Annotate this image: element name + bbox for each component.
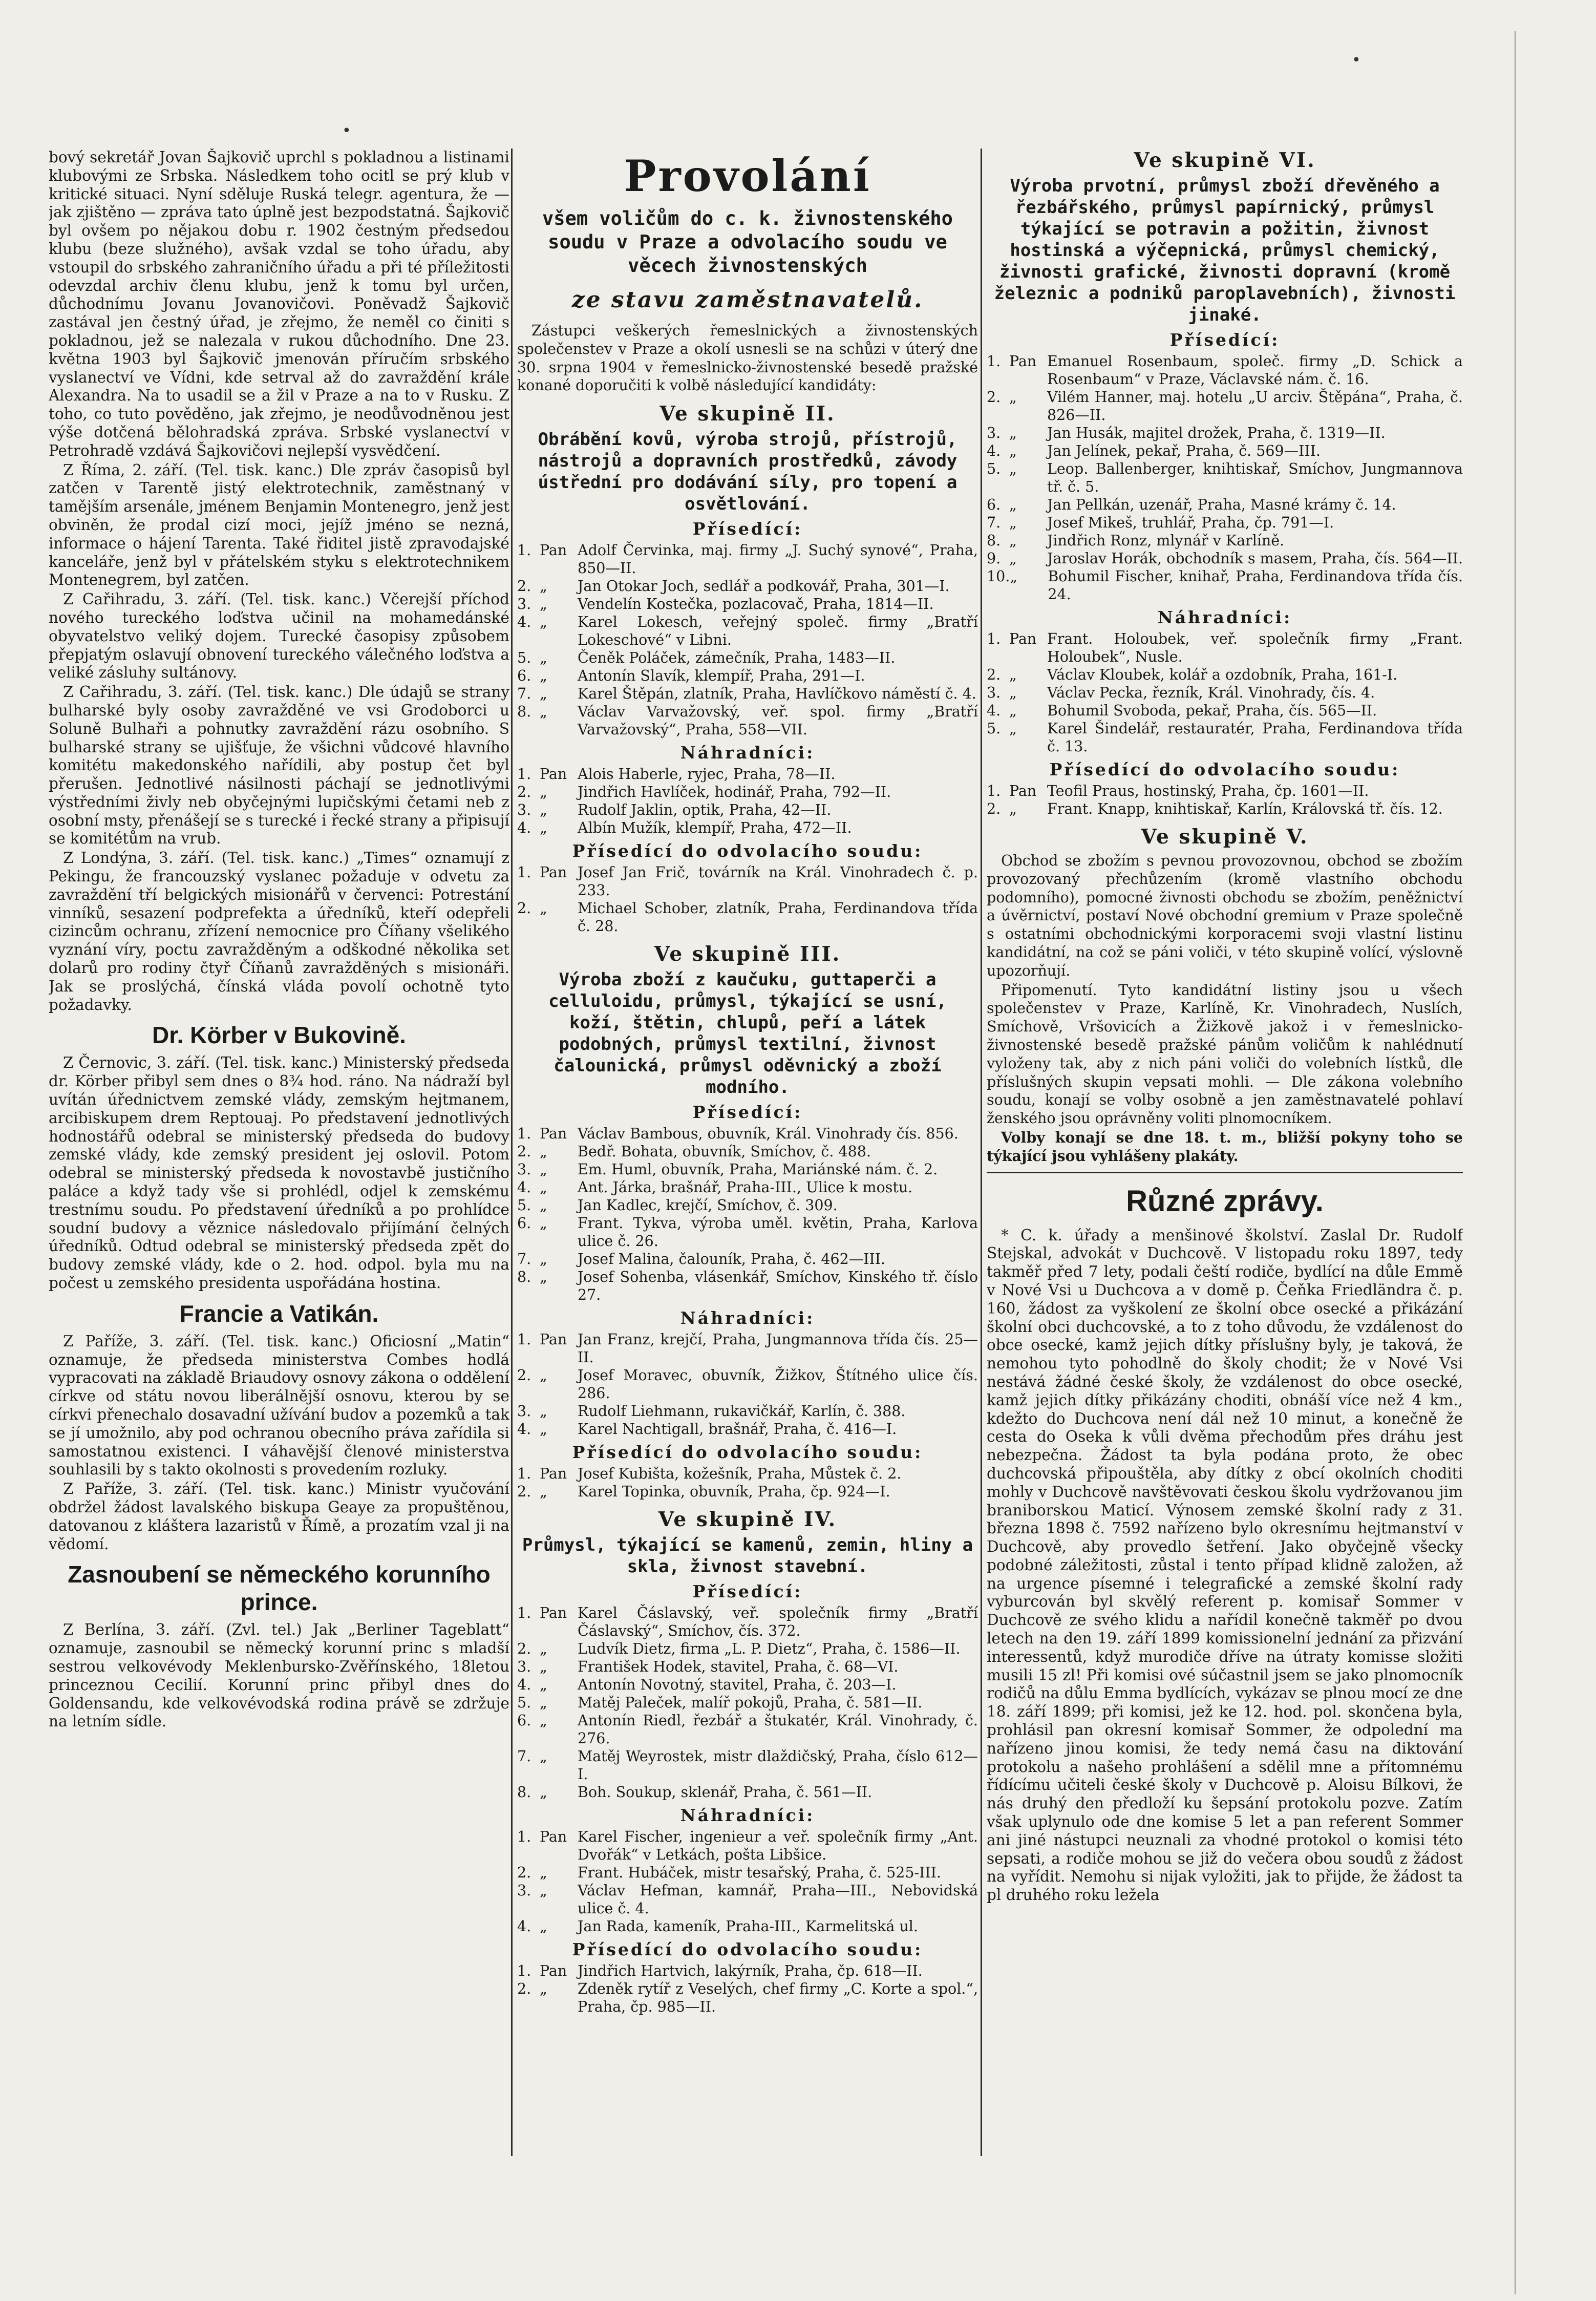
candidate-entry — [517, 1465, 978, 1483]
entry-prefix: „ — [540, 685, 547, 703]
entry-text: Karel Štěpán, zlatník, Praha, Havlíčkovo náměstí č. 4. — [578, 685, 976, 703]
entry-prefix: Pan — [1009, 783, 1037, 799]
entry-number: 9. — [987, 550, 1001, 567]
ink-mark: • — [342, 122, 351, 140]
entry-text: Jan Jelínek, pekař, Praha, č. 569—III. — [1047, 442, 1321, 459]
entry-number: 1. — [517, 766, 531, 783]
entry-prefix: „ — [540, 1421, 547, 1438]
entry-text: Frant. Knapp, knihtiskař, Karlín, Královská tř. čís. 12. — [1047, 800, 1443, 817]
entry-prefix: „ — [540, 1143, 547, 1160]
entry-prefix: „ — [1009, 666, 1017, 683]
column-divider — [511, 149, 513, 2156]
candidate-entry — [517, 595, 978, 613]
entry-prefix: „ — [1009, 442, 1017, 459]
candidate-entry — [987, 702, 1463, 720]
entry-prefix: „ — [540, 1269, 547, 1286]
candidate-entry — [987, 800, 1463, 818]
entry-prefix: „ — [1009, 684, 1017, 701]
group-4-title: Ve skupině IV. — [658, 1508, 837, 1532]
entry-prefix: „ — [540, 784, 547, 801]
candidate-list — [517, 765, 978, 837]
candidate-list — [517, 1962, 978, 2016]
entry-prefix: „ — [540, 1676, 547, 1694]
entry-prefix: „ — [540, 801, 547, 819]
role-prisedici: Přísedící: — [692, 1102, 803, 1123]
entry-prefix: „ — [540, 1215, 547, 1232]
entry-number: 4. — [987, 702, 1001, 719]
candidate-entry — [517, 1268, 978, 1304]
entry-prefix: „ — [1009, 702, 1017, 719]
role-odvolaci: Přísedící do odvolacího soudu: — [572, 841, 923, 861]
group-5-text: Obchod se zbožím s pevnou provozovnou, obchod se zbožím provozovaný přechůzením (kromě vlastního obchodu podomního), pomocné živnosti obchodu se zbožím, peněžnictví a úvěrnictví, postaví Nové obchodní gremium v Praze společně s ostatními obchodnickými korporacemi svoji vlastní listinu kandidátní, na což se páni voliči, v této skupině volící, výslovně upozorňují. — [987, 852, 1463, 979]
entry-number: 2. — [517, 784, 531, 801]
article-carihrad-1: Z Cařihradu, 3. září. (Tel. tisk. kanc.) Včerejší příchod nového tureckého loďstva učinil na mohamedánské obyvatelstvo veliký dojem. Turecké časopisy způsobem přepjatým oslavují obnovení tureckého válečného loďstva a veliké zásluhy sultánovy. — [49, 590, 509, 682]
group-5-title: Ve skupině V. — [1141, 825, 1309, 849]
entry-text: Rudolf Liehmann, rukavičkář, Karlín, č. 388. — [578, 1403, 906, 1420]
entry-number: 4. — [517, 1179, 531, 1196]
candidate-entry — [517, 1420, 978, 1438]
entry-prefix: „ — [540, 614, 547, 631]
section-divider — [987, 1172, 1463, 1173]
entry-number: 2. — [517, 1143, 531, 1160]
entry-text: Jindřich Havlíček, hodinář, Praha, 792—II. — [578, 784, 891, 801]
entry-prefix: „ — [1010, 568, 1018, 585]
entry-number: 3. — [517, 801, 531, 819]
entry-prefix: „ — [540, 900, 547, 917]
entry-prefix: „ — [1009, 496, 1017, 513]
group-4-description: Průmysl, týkající se kamenů, zemin, hliny a skla, živnost stavební. — [522, 1535, 973, 1577]
group-6-title: Ve skupině VI. — [1134, 149, 1316, 172]
entry-number: 1. — [517, 864, 531, 881]
entry-prefix: „ — [1009, 800, 1017, 817]
entry-text: Emanuel Rosenbaum, společ. firmy „D. Schick a Rosenbaum“ v Praze, Václavské nám. č. 16. — [1047, 353, 1463, 388]
entry-text: Jan Kadlec, krejčí, Smíchov, č. 309. — [578, 1197, 838, 1214]
candidate-entry — [517, 1483, 978, 1501]
entry-number: 3. — [517, 1403, 531, 1420]
entry-text: Josef Malina, čalouník, Praha, č. 462—III. — [578, 1251, 886, 1268]
candidate-entry — [517, 1250, 978, 1268]
entry-text: Antonín Riedl, řezbář a štukatér, Král. Vinohrady, č. 276. — [578, 1712, 978, 1747]
group-6-description: Výroba prvotní, průmysl zboží dřevěného a řezbářského, průmysl papírnický, průmysl týkající se potravin a požitin, živnost hostinská a výčepnická, průmysl chemický, živnosti grafické, živnosti dopravní (kromě železnic a podniků paroplavebních), živnosti jinaké. — [994, 176, 1456, 325]
entry-prefix: Pan — [540, 1465, 567, 1483]
entry-number: 5. — [987, 460, 1001, 477]
candidate-entry — [517, 1196, 978, 1214]
candidate-entry — [517, 1962, 978, 1980]
candidate-entry — [987, 630, 1463, 666]
entry-text: Albín Mužík, klempíř, Praha, 472—II. — [578, 819, 852, 837]
headline-ruzne-zpravy: Různé zprávy. — [1126, 1184, 1324, 1218]
entry-text: Jan Husák, majitel drožek, Praha, č. 1319—II. — [1047, 425, 1386, 441]
entry-prefix: „ — [540, 649, 547, 667]
entry-number: 8. — [987, 532, 1001, 549]
candidate-entry — [517, 1676, 978, 1694]
candidate-entry — [517, 1980, 978, 2016]
candidate-entry — [517, 1864, 978, 1882]
headline-korber: Dr. Körber v Bukovině. — [152, 1022, 406, 1049]
candidate-entry — [987, 460, 1463, 496]
candidate-list — [517, 1465, 978, 1501]
entry-prefix: Pan — [540, 1828, 567, 1846]
entry-prefix: Pan — [540, 766, 567, 783]
entry-text: Josef Moravec, obuvník, Žižkov, Štítného ulice čís. 286. — [578, 1367, 978, 1402]
article-rim: Z Říma, 2. září. (Tel. tisk. kanc.) Dle zpráv časopisů byl zatčen v Tarentě jistý elektrotechnik, zaměstnaný v tamějším arsenále, jménem Benjamin Montenegro, jenž jest obviněn, že prodal cizí moci, jejíž jméno se nezná, informace o hájení Tarenta. Také řiditel jistě zpravodajské kanceláře, jenž byl v přátelském styku s elektrotechnikem Montenegrem, byl zatčen. — [49, 461, 509, 589]
entry-prefix: „ — [540, 596, 547, 613]
entry-prefix: Pan — [1009, 353, 1037, 370]
entry-text: Jindřich Ronz, mlynář v Karlíně. — [1047, 532, 1285, 549]
entry-prefix: Pan — [540, 864, 567, 881]
candidate-entry — [517, 1331, 978, 1366]
entry-number: 6. — [517, 1215, 531, 1232]
entry-text: Rudolf Jaklin, optik, Praha, 42—II. — [578, 801, 832, 819]
article-londyn: Z Londýna, 3. září. (Tel. tisk. kanc.) „Times“ oznamují z Pekingu, že francouzský vyslanec požaduje v odvetu za zavraždění tří belgických misionářů v červenci: Potrestání vinníků, sesazení podprefekta a úředníků, kteří odepřeli cizincům ochranu, zřízení nemocnice pro Číňany všelikého vyznání víry, poctu zavražděným a odškodné několika set dolarů pro rodiny čtyř Číňanů zavražděných s misionáři. Jak se proslýchá, čínská vláda povolí ochotně tyto požadavky. — [49, 849, 509, 1014]
entry-number: 3. — [987, 684, 1001, 701]
entry-number: 2. — [517, 1367, 531, 1384]
entry-text: Karel Čáslavský, veř. společník firmy „Bratří Čáslavský“, Smíchov, čís. 372. — [578, 1605, 978, 1640]
entry-text: Leop. Ballenberger, knihtiskař, Smíchov, Jungmannova tř. č. 5. — [1047, 460, 1463, 495]
entry-number: 3. — [517, 1161, 531, 1178]
entry-text: Antonín Novotný, stavitel, Praha, č. 203—I. — [578, 1676, 897, 1694]
entry-text: Jindřich Hartvich, lakýrník, Praha, čp. 618—II. — [578, 1962, 923, 1980]
candidate-entry — [517, 863, 978, 899]
candidate-list — [987, 630, 1463, 755]
entry-text: Matěj Paleček, malíř pokojů, Praha, č. 581—II. — [578, 1694, 923, 1712]
candidate-list — [517, 1828, 978, 1935]
candidate-entry — [987, 496, 1463, 514]
column-divider — [981, 149, 982, 2156]
entry-prefix: „ — [540, 578, 547, 595]
entry-number: 3. — [987, 425, 1001, 441]
entry-prefix: „ — [540, 1367, 547, 1384]
entry-prefix: „ — [540, 1640, 547, 1658]
candidate-entry — [517, 1178, 978, 1196]
entry-number: 7. — [987, 514, 1001, 531]
role-nahradnici: Náhradníci: — [1157, 607, 1292, 627]
entry-number: 1. — [517, 1962, 531, 1980]
group-2-description: Obrábění kovů, výroba strojů, přístrojů, nástrojů a dopravních prostředků, závody ústřední pro dodávání síly, pro topení a osvětlování. — [538, 429, 957, 515]
candidate-entry — [517, 899, 978, 935]
entry-prefix: „ — [540, 1918, 547, 1935]
role-odvolaci: Přísedící do odvolacího soudu: — [1049, 759, 1400, 779]
role-prisedici: Přísedící: — [692, 1581, 803, 1602]
entry-number: 7. — [517, 1251, 531, 1268]
entry-prefix: „ — [540, 1403, 547, 1420]
entry-prefix: Pan — [540, 1331, 567, 1348]
candidate-entry — [517, 649, 978, 667]
entry-prefix: „ — [540, 1694, 547, 1712]
group-2-title: Ve skupině II. — [659, 402, 836, 426]
candidate-entry — [517, 1658, 978, 1676]
candidate-entry — [517, 1828, 978, 1864]
proclamation-estate: ze stavu zaměstnavatelů. — [571, 287, 924, 313]
article-pariz-1: Z Paříže, 3. září. (Tel. tisk. kanc.) Oficiosní „Matin“ oznamuje, že předseda ministerstva Combes hodlá vypracovati na základě Briaudovy osnovy zákona o oddělení církve od státu novou liberálnější osnovu, kterou by se církvi přenechalo dosavadní užívání budov a pozemků a tak se jí umožnilo, aby pod ochranou obecního práva zařídila si samostatnou existenci. I váhavější členové ministerstva souhlasili by s takto okolnosti s provedením rozluky. — [49, 1332, 509, 1479]
entry-text: Teofil Praus, hostinský, Praha, čp. 1601—II. — [1047, 783, 1369, 799]
entry-text: Bohumil Fischer, knihař, Praha, Ferdinandova třída čís. 24. — [1048, 568, 1463, 603]
entry-number: 4. — [517, 1676, 531, 1694]
candidate-list — [517, 541, 978, 738]
entry-number: 10. — [987, 568, 1010, 585]
candidate-entry — [987, 514, 1463, 532]
candidate-list — [517, 1125, 978, 1304]
entry-prefix: „ — [1009, 720, 1017, 737]
entry-prefix: Pan — [540, 1605, 567, 1622]
entry-text: Čeněk Poláček, zámečník, Praha, 1483—II. — [578, 649, 896, 667]
entry-number: 2. — [987, 800, 1001, 817]
article-pariz-2: Z Paříže, 3. září. (Tel. tisk. kanc.) Ministr vyučování obdržel žádost lavalského biskupa Geaye za propuštěnou, datovanou z kláštera lazaristů v Římě, a prozatím vzal ji na vědomí. — [49, 1480, 509, 1553]
entry-prefix: „ — [1009, 425, 1017, 441]
candidate-entry — [517, 1747, 978, 1783]
proclamation-subtitle: všem voličům do c. k. živnostenského soudu v Praze a odvolacího soudu ve věcech živnostenských — [542, 207, 953, 277]
entry-number: 8. — [517, 1784, 531, 1801]
entry-prefix: „ — [540, 1980, 547, 1998]
candidate-entry — [517, 765, 978, 783]
entry-text: Václav Bambous, obuvník, Král. Vinohrady čís. 856. — [578, 1125, 959, 1143]
article-sajkovic: bový sekretář Jovan Šajkovič uprchl s pokladnou a listinami klubovými ze Srbska. Následkem toho ocitl se prý klub v kritické situaci. Nyní sděluje Ruská telegr. agentura, že — jak zjištěno — zpráva tato úplně jest bezpodstatná. Šajkovič byl ovšem po nějakou dobu r. 1902 čestným předsedou klubu (beze služného), avšak vzdal se toho úřadu, aby vstoupil do srbského zahraničního úřadu a při té příležitosti odevzdal archiv členu klubu, jenž k tomu byl určen, důchodnímu Jovanu Jovanovičovi. Poněvadž Šajkovič zastával jen čestný úřad, je zřejmo, že neměl co činiti s pokladnou, jež se nalezala v rukou důchodního. Dne 23. května 1903 byl Šajkovič jmenován příručím srbského vyslanectví ve Vídni, kde setrval až do zavraždění krále Alexandra. Na to usadil se a žil v Praze a na to v Rusku. Z toho, co tuto pověděno, jak zřejmo, je neodůvodněnou jest výše dotčená bělohradská zpráva. Srbské vyslanectví v Petrohradě vzdává Šajkovičovi nejlepší vysvědčení. — [49, 149, 509, 459]
entry-number: 2. — [517, 578, 531, 595]
entry-number: 7. — [517, 685, 531, 703]
entry-number: 1. — [517, 1465, 531, 1483]
entry-number: 1. — [517, 1125, 531, 1143]
entry-prefix: „ — [540, 1197, 547, 1214]
entry-text: Jan Otokar Joch, sedlář a podkovář, Praha, 301—I. — [578, 578, 950, 595]
entry-number: 2. — [517, 900, 531, 917]
entry-number: 1. — [987, 783, 1001, 799]
entry-prefix: „ — [540, 1483, 547, 1501]
candidate-entry — [517, 1694, 978, 1712]
candidate-entry — [517, 1402, 978, 1420]
entry-text: Michael Schober, zlatník, Praha, Ferdinandova třída č. 28. — [578, 900, 978, 935]
entry-text: Em. Huml, obuvník, Praha, Mariánské nám. č. 2. — [578, 1161, 938, 1178]
entry-number: 2. — [987, 389, 1001, 406]
entry-prefix: Pan — [540, 1125, 567, 1143]
entry-prefix: „ — [540, 1179, 547, 1196]
entry-text: Josef Kubišta, kožešník, Praha, Můstek č. 2. — [578, 1465, 902, 1483]
entry-number: 5. — [517, 1197, 531, 1214]
entry-number: 1. — [987, 353, 1001, 370]
article-cernovice: Z Černovic, 3. září. (Tel. tisk. kanc.) Ministerský předseda dr. Körber přibyl sem dnes o 8¾ hod. ráno. Na nádraží byl uvítán úřednictvem zemské vlády, zemským hejtmanem, arcibiskupem drem Reptouaj. Po představení jednotlivých hodnostářů odebral se ministerský předseda do budovy zemské vlády, kde zemský president jej oslovil. Potom odebral se ministerský předseda k novostavbě justičního paláce a když tady vše si prohlédl, odjel k zemskému trestnímu soudu. Po představení úředníků a po prohlídce soudní budovy a věznice následovalo přijímání čelných úředníků. Odtud odebral se ministerský předseda zpět do budovy zemské vlády, kde o 2. hod. odpol. byla mu na počest u zemského presidenta uspořádána hostina. — [49, 1054, 509, 1292]
entry-text: Jan Pellkán, uzenář, Praha, Masné krámy č. 14. — [1047, 496, 1396, 513]
entry-text: Jan Rada, kameník, Praha-III., Karmelitská ul. — [578, 1918, 918, 1935]
entry-text: Matěj Weyrostek, mistr dlaždičský, Praha, číslo 612—I. — [578, 1748, 978, 1783]
entry-text: Antonín Slavík, klempíř, Praha, 291—I. — [578, 667, 865, 685]
candidate-entry — [517, 1125, 978, 1143]
entry-prefix: „ — [1009, 532, 1017, 549]
entry-prefix: „ — [1009, 514, 1017, 531]
entry-text: Jaroslav Horák, obchodník s masem, Praha, čís. 564—II. — [1047, 550, 1463, 567]
entry-number: 2. — [517, 1980, 531, 1998]
entry-text: Ludvík Dietz, firma „L. P. Dietz“, Praha, č. 1586—II. — [578, 1640, 961, 1658]
entry-number: 5. — [517, 649, 531, 667]
role-nahradnici: Náhradníci: — [680, 1308, 815, 1328]
entry-text: Karel Fischer, ingenieur a veř. společník firmy „Ant. Dvořák“ v Letkách, pošta Libšice. — [578, 1828, 978, 1864]
entry-number: 4. — [517, 614, 531, 631]
entry-number: 2. — [517, 1864, 531, 1882]
entry-text: Adolf Červinka, maj. firmy „J. Suchý synové“, Praha, 850—II. — [578, 542, 978, 577]
candidate-list — [517, 1331, 978, 1438]
entry-text: Frant. Holoubek, veř. společník firmy „Frant. Holoubek“, Nusle. — [1047, 630, 1463, 665]
entry-prefix: „ — [540, 667, 547, 685]
candidate-entry — [517, 1160, 978, 1178]
ink-mark: • — [1352, 51, 1361, 69]
entry-prefix: „ — [540, 1251, 547, 1268]
entry-number: 4. — [517, 1421, 531, 1438]
entry-text: Václav Varvažovský, veř. spol. firmy „Bratří Varvažovský“, Praha, 558—VII. — [578, 703, 978, 738]
group-3-description: Výroba zboží z kaučuku, guttaperči a celluloidu, průmysl, týkající se usní, koží, štětin, chlupů, peří a látek podobných, průmysl textilní, živnost čalounická, průmysl oděvnický a zboží modního. — [548, 969, 947, 1098]
candidate-entry — [987, 388, 1463, 424]
entry-prefix: „ — [1009, 550, 1017, 567]
entry-prefix: „ — [540, 1161, 547, 1178]
reminder-text: Připomenutí. Tyto kandidátní listiny jsou u všech společenstev v Praze, Karlíně, Kr. Vinohradech, Nuslích, Smíchově, Vršovicích a Žižkově jakož i v řemeslnicko-živnostenské besedě pražské pánům voličům k nahlédnutí vyloženy tak, aby z nich páni voliči do volebních lístků, dle příslušných skupin vepsati mohli. — Dle zákona volebního soudu, konají se volby osobně a jen zaměstnavatelé pohlaví ženského jsou oprávněny voliti plnomocníkem. — [987, 981, 1463, 1127]
headline-zasnoubeni: Zasnoubení se německého korunního prince. — [68, 1561, 491, 1616]
candidate-entry — [517, 1366, 978, 1402]
entry-prefix: Pan — [1009, 630, 1037, 647]
candidate-entry — [517, 613, 978, 649]
entry-prefix: „ — [540, 1748, 547, 1765]
entry-text: Karel Lokesch, veřejný společ. firmy „Bratří Lokeschové“ v Libni. — [578, 614, 978, 649]
entry-text: Josef Mikeš, truhlář, Praha, čp. 791—I. — [1047, 514, 1334, 531]
entry-number: 5. — [987, 720, 1001, 737]
entry-text: Karel Šindelář, restauratér, Praha, Ferdinandova třída č. 13. — [1047, 720, 1463, 755]
candidate-entry — [517, 1143, 978, 1160]
entry-prefix: „ — [540, 819, 547, 837]
entry-text: Karel Nachtigall, brašnář, Praha, č. 416—I. — [578, 1421, 897, 1438]
entry-prefix: „ — [540, 1882, 547, 1899]
candidate-entry — [517, 1640, 978, 1658]
entry-prefix: „ — [540, 703, 547, 721]
candidate-entry — [987, 666, 1463, 684]
entry-number: 4. — [517, 1918, 531, 1935]
entry-text: Josef Jan Frič, továrník na Král. Vinohradech č. p. 233. — [578, 864, 978, 899]
entry-number: 8. — [517, 703, 531, 721]
entry-text: Karel Topinka, obuvník, Praha, čp. 924—I. — [578, 1483, 890, 1501]
candidate-list — [987, 782, 1463, 818]
role-nahradnici: Náhradníci: — [680, 1805, 815, 1826]
candidate-entry — [517, 667, 978, 685]
candidate-entry — [987, 424, 1463, 442]
entry-number: 2. — [987, 666, 1001, 683]
candidate-entry — [987, 352, 1463, 388]
entry-number: 2. — [517, 1483, 531, 1501]
page-edge-rule — [1515, 31, 1516, 2294]
proclamation-intro: Zástupci veškerých řemeslnických a živnostenských společenstev v Praze a okolí usnesli se na schůzi v úterý dne 30. srpna 1904 v řemeslnicko-živnostenské besedě pražské konané doporučiti k volbě následující kandidáty: — [517, 322, 978, 394]
headline-francie-vatikan: Francie a Vatikán. — [179, 1300, 379, 1327]
entry-text: Frant. Hubáček, mistr tesařský, Praha, č. 525-III. — [578, 1864, 941, 1882]
candidate-entry — [517, 1712, 978, 1747]
entry-number: 1. — [987, 630, 1001, 647]
entry-prefix: Pan — [540, 1962, 567, 1980]
entry-text: Vendelín Kostečka, pozlacovač, Praha, 1814—II. — [578, 596, 934, 613]
entry-number: 4. — [987, 442, 1001, 459]
entry-text: Ant. Járka, brašnář, Praha-III., Ulice k mostu. — [578, 1179, 913, 1196]
candidate-entry — [517, 685, 978, 703]
candidate-entry — [987, 567, 1463, 603]
entry-number: 1. — [517, 1828, 531, 1846]
entry-text: Bohumil Svoboda, pekař, Praha, čís. 565—II. — [1047, 702, 1377, 719]
entry-number: 6. — [517, 667, 531, 685]
entry-text: Alois Haberle, ryjec, Praha, 78—II. — [578, 766, 836, 783]
candidate-entry — [517, 541, 978, 577]
candidate-entry — [987, 720, 1463, 755]
entry-text: Václav Kloubek, kolář a ozdobník, Praha, 161-I. — [1047, 666, 1398, 683]
column-center — [517, 149, 978, 2248]
candidate-entry — [517, 801, 978, 819]
role-nahradnici: Náhradníci: — [680, 743, 815, 763]
proclamation-title: Provolání — [624, 151, 871, 201]
candidate-entry — [517, 1783, 978, 1801]
entry-number: 6. — [517, 1712, 531, 1729]
candidate-entry — [987, 782, 1463, 800]
entry-number: 3. — [517, 1658, 531, 1676]
candidate-list — [987, 352, 1463, 603]
entry-number: 3. — [517, 596, 531, 613]
role-prisedici: Přísedící: — [692, 519, 803, 539]
entry-text: František Hodek, stavitel, Praha, č. 68—VI. — [578, 1658, 899, 1676]
entry-number: 8. — [517, 1269, 531, 1286]
entry-text: Boh. Soukup, sklenář, Praha, č. 561—II. — [578, 1784, 873, 1801]
candidate-entry — [517, 819, 978, 837]
entry-number: 4. — [517, 819, 531, 837]
entry-number: 1. — [517, 542, 531, 559]
entry-number: 1. — [517, 1331, 531, 1348]
candidate-entry — [987, 550, 1463, 567]
column-right — [987, 149, 1463, 2248]
role-odvolaci: Přísedící do odvolacího soudu: — [572, 1442, 923, 1463]
article-skolstvi: * C. k. úřady a menšinové školství. Zaslal Dr. Rudolf Stejskal, advokát v Duchcově. V listopadu roku 1897, tedy takměř před 7 lety, podali čeští rodiče, bydlící na důle Emmě v Nové Vsi u Duchcova a v domě p. Čeňka Friedländra č. p. 160, žádost za vyškolení ze školní obce osecké a přikázání školní obci duchcovské, a to z toho důvodu, že vzdálenost do obce osecké, kamž jejich dítky příslušny byly, je taková, že nemohou tyto pohodlně do školy chodit; že v Nové Vsi nestává žádné české školy, že vzdálenost do obce osecké, kamž jejich dítky přikázány choditi, obnáší více než 4 km., kdežto do Duchcova není dál než 10 minut, a konečně že cesta do Oseka k vůli dvěma přechodům přes dráhu jest nebezpečna. Žádost ta byla podána proto, že obec duchcovská připouštěla, aby dítky z obcí okolních choditi mohly v Duchcově navštěvovati českou školu vydržovanou jim braniborskou Maticí. Výnosem zemské školní rady z 31. března 1898 č. 7592 nařízeno bylo okresnímu hejtmanství v Duchcově, aby provedlo šetření. Jako obyčejně všecky podobné záležitosti, zůstal i tento případ klidně založen, až na urgence písemné i telegrafické a zemské školní rady vyburcován byl skvělý referent p. komisař Sommer v Duchcově ze svého klidu a nařídil konečně takměř po dvou letech na den 19. září 1899 komissionelní jednání za přizvání interessentů, když murodiče dříve na útraty komisse složiti musili 15 zl! Při komisi ové súčastnil jsem se jako plnomocník rodičů na důlu Emma bydlících, vykázav se plnou mocí ze dne 18. září 1899; při komisi, jež ke 12. hod. pol. skončena byla, prohlásil pan okresní komisař Sommer, že odpolední ma nařízeno jinou komisi, že tedy nemá času na diktování protokolu a našeho prohlášení a sdělil mne a přítomnému řídícímu učiteli české školy v Duchcově p. Aloisu Bílkovi, že nás druhý den předloží ku šepsání protokolu pozve. Zatím však uplynulo ode dne komise 5 let a pan referent Sommer ani jiné nástupci neuznali za vhodné protokol o komisi této sepsati, a rodiče mohou se již do večera obou soudů z žádost na vyřídit. Nemohu si nijak vyložiti, jak to přijde, že žádost ta pl druhého roku ležela — [987, 1226, 1463, 1904]
entry-number: 2. — [517, 1640, 531, 1658]
entry-number: 6. — [987, 496, 1001, 513]
entry-text: Václav Pecka, řezník, Král. Vinohrady, čís. 4. — [1047, 684, 1375, 701]
article-carihrad-2: Z Cařihradu, 3. září. (Tel. tisk. kanc.) Dle údajů se strany bulharské byly osoby zavražděné ve vsi Grodoborci u Soluně Bulhaři a pohnutky zavraždění rázu osobního. S bulharské strany se ujišťuje, že všichni vůdcové hlavního komitétu makedonského nařídili, aby postup čet byl přerušen. Jednotlivé násilnosti páchají se jednotlivými výstředními živly neb obyčejnými lupičskými četami neb z osobní msty, přenášejí se s turecké i řecké strany a připisují se komitétům na vrub. — [49, 683, 509, 848]
entry-text: Zdeněk rytíř z Veselých, chef firmy „C. Korte a spol.“, Praha, čp. 985—II. — [578, 1980, 978, 2016]
entry-prefix: Pan — [540, 542, 567, 559]
candidate-entry — [987, 532, 1463, 550]
candidate-entry — [517, 783, 978, 801]
entry-prefix: „ — [540, 1658, 547, 1676]
entry-prefix: „ — [540, 1784, 547, 1801]
entry-prefix: „ — [1009, 460, 1017, 477]
entry-number: 5. — [517, 1694, 531, 1712]
entry-prefix: „ — [540, 1712, 547, 1729]
article-berlin: Z Berlína, 3. září. (Zvl. tel.) Jak „Berliner Tageblatt“ oznamuje, zasnoubil se německý korunní princ s mladší sestrou velkovévody Meklenbursko-Zvěřínského, 18letou princeznou Cecilií. Korunní princ přibyl dnes do Goldensandu, kde velkovévodská rodina právě se zdržuje na letním sídle. — [49, 1621, 509, 1730]
candidate-entry — [517, 1604, 978, 1640]
entry-text: Jan Franz, krejčí, Praha, Jungmannova třída čís. 25—II. — [578, 1331, 978, 1366]
role-odvolaci: Přísedící do odvolacího soudu: — [572, 1939, 923, 1960]
entry-prefix: „ — [540, 1864, 547, 1882]
candidate-entry — [517, 577, 978, 595]
entry-text: Bedř. Bohata, obuvník, Smíchov, č. 488. — [578, 1143, 871, 1160]
entry-text: Frant. Tykva, výroba uměl. květin, Praha, Karlova ulice č. 26. — [578, 1215, 978, 1250]
candidate-list — [517, 863, 978, 935]
role-prisedici: Přísedící: — [1169, 330, 1280, 350]
entry-prefix: „ — [1009, 389, 1017, 406]
candidate-entry — [517, 1214, 978, 1250]
entry-text: Josef Sohenba, vlásenkář, Smíchov, Kinského tř. číslo 27. — [578, 1269, 978, 1304]
entry-number: 1. — [517, 1605, 531, 1622]
candidate-entry — [987, 684, 1463, 702]
entry-number: 7. — [517, 1748, 531, 1765]
candidate-entry — [517, 1882, 978, 1917]
column-left — [49, 149, 509, 2248]
entry-text: Václav Hefman, kamnář, Praha—III., Nebovidská ulice č. 4. — [578, 1882, 978, 1917]
candidate-entry — [517, 1917, 978, 1935]
group-3-title: Ve skupině III. — [654, 942, 841, 966]
candidate-entry — [987, 442, 1463, 460]
entry-number: 3. — [517, 1882, 531, 1899]
candidate-list — [517, 1604, 978, 1801]
candidate-entry — [517, 703, 978, 738]
entry-text: Vilém Hanner, maj. hotelu „U arciv. Štěpána“, Praha, č. 826—II. — [1047, 389, 1463, 424]
election-date-text: Volby konají se dne 18. t. m., bližší pokyny toho se týkající jsou vyhlášeny plakáty. — [987, 1128, 1463, 1165]
